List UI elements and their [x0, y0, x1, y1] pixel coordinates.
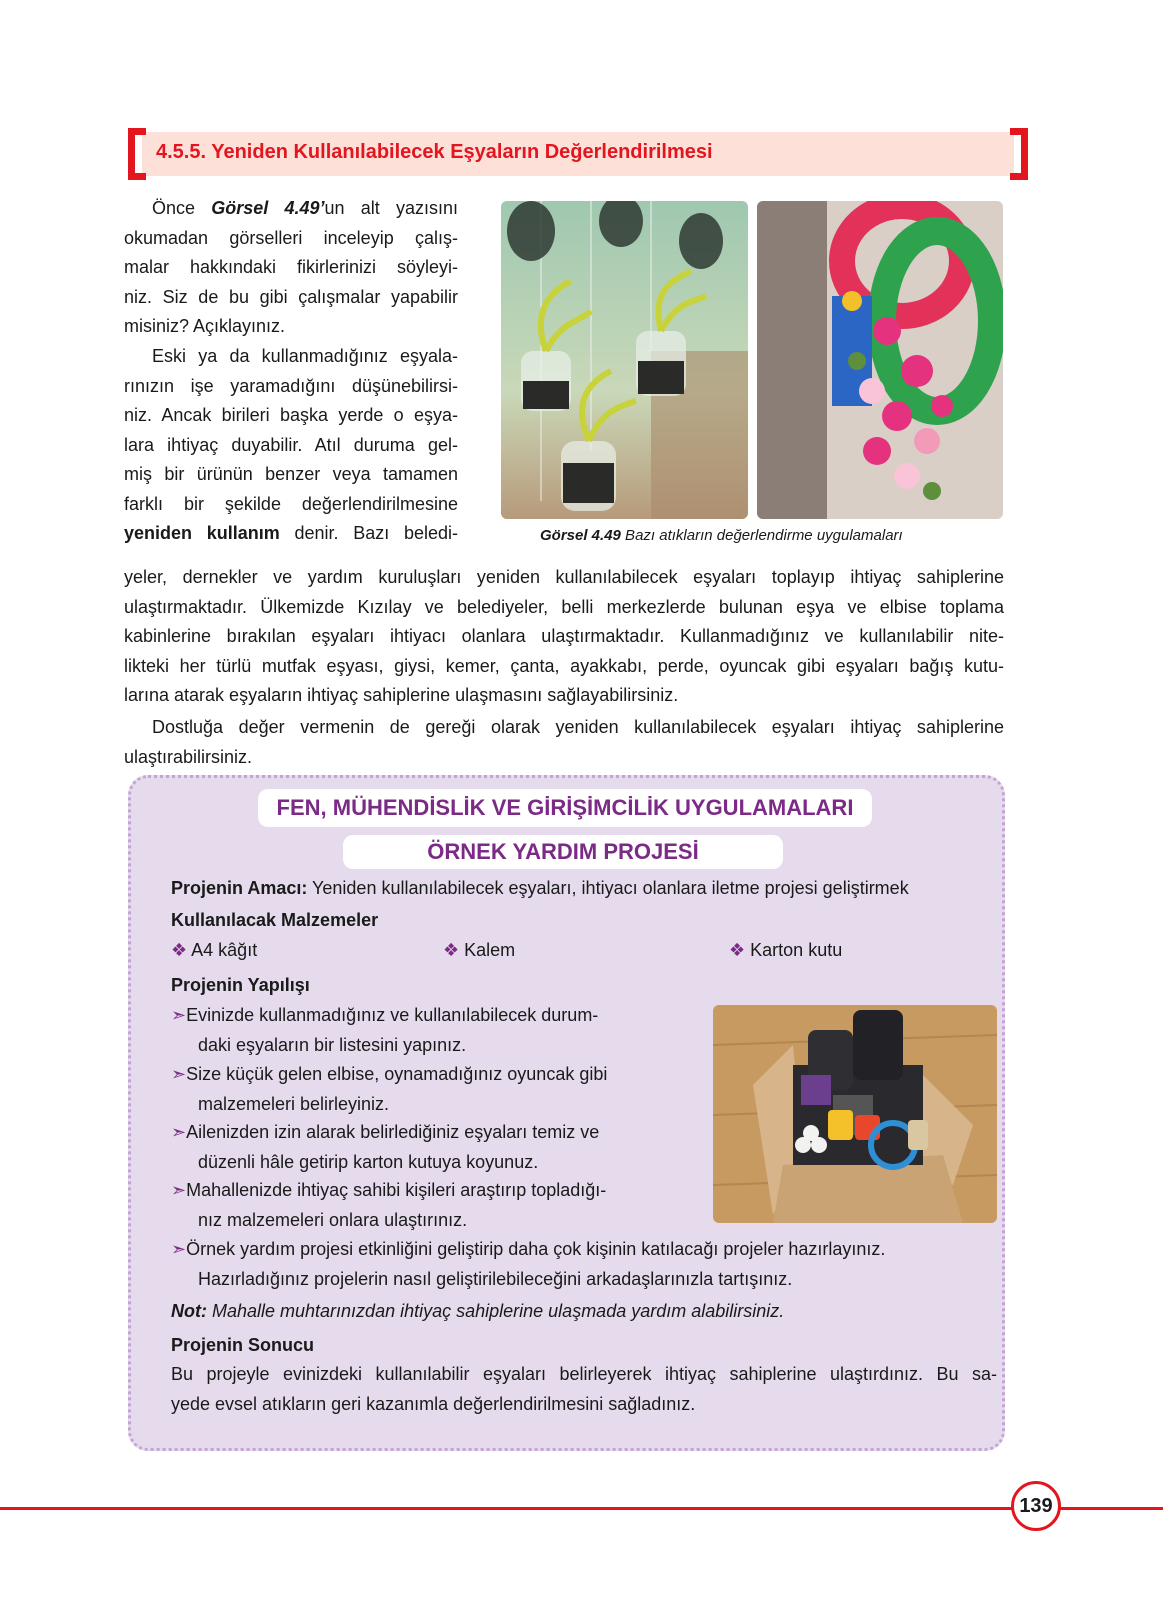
arrow-bullet-icon: ➣	[171, 1239, 187, 1259]
text-line: miş bir ürünün benzer veya tamamen	[124, 464, 458, 484]
text-line: farklı bir şekilde değerlendirilmesine	[124, 493, 458, 514]
intro-paragraph-2	[124, 342, 458, 549]
step-item: ➣Evinizde kullanmadığınız ve kullanılabilecek durum- daki eşyaların bir listesini yapınız.	[171, 1005, 599, 1055]
steps-heading: Projenin Yapılışı	[171, 975, 310, 995]
figure-caption: Görsel 4.49 Bazı atıkların değerlendirme uygulamaları	[540, 527, 903, 544]
material-item: ❖ Karton kutu	[729, 940, 843, 960]
text-line: Önce Görsel 4.49’un alt yazısını	[152, 198, 458, 218]
hanging-bottle-planters-image	[501, 201, 748, 519]
step-item: ➣Örnek yardım projesi etkinliğini geliştirip daha çok kişinin katılacağı projeler hazırlayınız. Hazırladığınız projelerin nasıl geliştirilebileceğini arkadaşlarınızla tartışınız.	[171, 1239, 886, 1289]
project-subtitle: ÖRNEK YARDIM PROJESİ	[343, 835, 783, 869]
text-line: okumadan görselleri inceleyip çalış-	[124, 227, 458, 248]
step-item: ➣Ailenizden izin alarak belirlediğiniz eşyaları temiz ve düzenli hâle getirip karton kutuya koyunuz.	[171, 1122, 600, 1172]
text-line: Bu projeyle evinizdeki kullanılabilir eşyaları belirleyerek ihtiyaç sahiplerine ulaştırdınız. Bu sa-	[171, 1364, 997, 1384]
section-title: 4.5.5. Yeniden Kullanılabilecek Eşyaların Değerlendirilmesi	[156, 141, 713, 163]
arrow-bullet-icon: ➣	[171, 1064, 187, 1084]
text-line: lara ihtiyaç duyabilir. Atıl duruma gel-	[124, 434, 458, 455]
text-line: larına atarak eşyaların ihtiyaç sahiplerine ulaşmasını sağlayabilirsiniz.	[124, 685, 679, 705]
intro-paragraph-1	[124, 194, 458, 342]
text-line: ulaştırmaktadır. Ülkemizde Kızılay ve belediyeler, belli merkezlerde bulunan eşya ve elbise toplama	[124, 596, 1004, 617]
text-line: yede evsel atıkların geri kazanımla değerlendirilmesini sağladınız.	[171, 1393, 696, 1414]
intro-paragraph-3	[124, 713, 1004, 772]
material-item: ❖ Kalem	[443, 940, 516, 960]
text-line: yeniden kullanım denir. Bazı beledi-	[124, 523, 458, 543]
text-line: Dostluğa değer vermenin de gereği olarak yeniden kullanılabilecek eşyaları ihtiyaç sahiplerine	[152, 717, 1004, 737]
bracket-right	[1010, 128, 1028, 180]
page-number: 139	[1011, 1481, 1061, 1531]
text-line: malar hakkındaki fikirlerinizi söyleyi-	[124, 257, 458, 277]
text-line: Eski ya da kullanmadığınız eşyala-	[152, 346, 458, 366]
diamond-bullet-icon: ❖	[729, 940, 746, 960]
text-line: ulaştırabilirsiniz.	[124, 746, 253, 767]
project-aim: Projenin Amacı: Yeniden kullanılabilecek eşyaları, ihtiyacı olanlara iletme projesi geliştirmek	[171, 878, 909, 898]
materials-heading: Kullanılacak Malzemeler	[171, 910, 379, 930]
text-line: yeler, dernekler ve yardım kuruluşları yeniden kullanılabilecek eşyaları toplayıp ihtiyaç sahiplerine	[124, 567, 1004, 587]
arrow-bullet-icon: ➣	[171, 1180, 187, 1200]
step-item: ➣Size küçük gelen elbise, oynamadığınız oyuncak gibi malzemeleri belirleyiniz.	[171, 1064, 608, 1114]
diamond-bullet-icon: ❖	[443, 940, 460, 960]
project-banner: FEN, MÜHENDİSLİK VE GİRİŞİMCİLİK UYGULAMALARI	[258, 789, 872, 827]
footer-line	[0, 1507, 1163, 1510]
step-item: ➣Mahallenizde ihtiyaç sahibi kişileri araştırıp topladığı- nız malzemeleri onlara ulaştırınız.	[171, 1180, 607, 1230]
project-note: Not: Mahalle muhtarınızdan ihtiyaç sahiplerine ulaşmada yardım alabilirsiniz.	[171, 1301, 785, 1321]
donation-box-image	[713, 1005, 997, 1223]
diamond-bullet-icon: ❖	[171, 940, 188, 960]
section-header	[128, 128, 1028, 180]
material-item: ❖ A4 kâğıt	[171, 940, 258, 960]
bracket-left	[128, 128, 146, 180]
text-line: misiniz? Açıklayınız.	[124, 316, 286, 336]
text-line: niz. Siz de bu gibi çalışmalar yapabilir	[124, 286, 458, 307]
text-line: rınızın işe yaramadığını düşünebilirsi-	[124, 375, 458, 396]
result-paragraph	[171, 1360, 997, 1419]
text-line: niz. Ancak birileri başka yerde o eşya-	[124, 405, 458, 425]
intro-paragraph-2-continued	[124, 563, 1004, 711]
text-line: kabinlerine bırakılan eşyaları ihtiyacı olanlara ulaştırmaktadır. Kullanmadığınız ve kullanılabilir nite-	[124, 626, 1004, 646]
arrow-bullet-icon: ➣	[171, 1122, 187, 1142]
result-heading: Projenin Sonucu	[171, 1335, 315, 1355]
tire-flower-planters-image	[757, 201, 1003, 519]
text-line: likteki her türlü mutfak eşyası, giysi, kemer, çanta, ayakkabı, perde, oyuncak gibi eşyaları bağış kutu-	[124, 655, 1004, 676]
arrow-bullet-icon: ➣	[171, 1005, 187, 1025]
